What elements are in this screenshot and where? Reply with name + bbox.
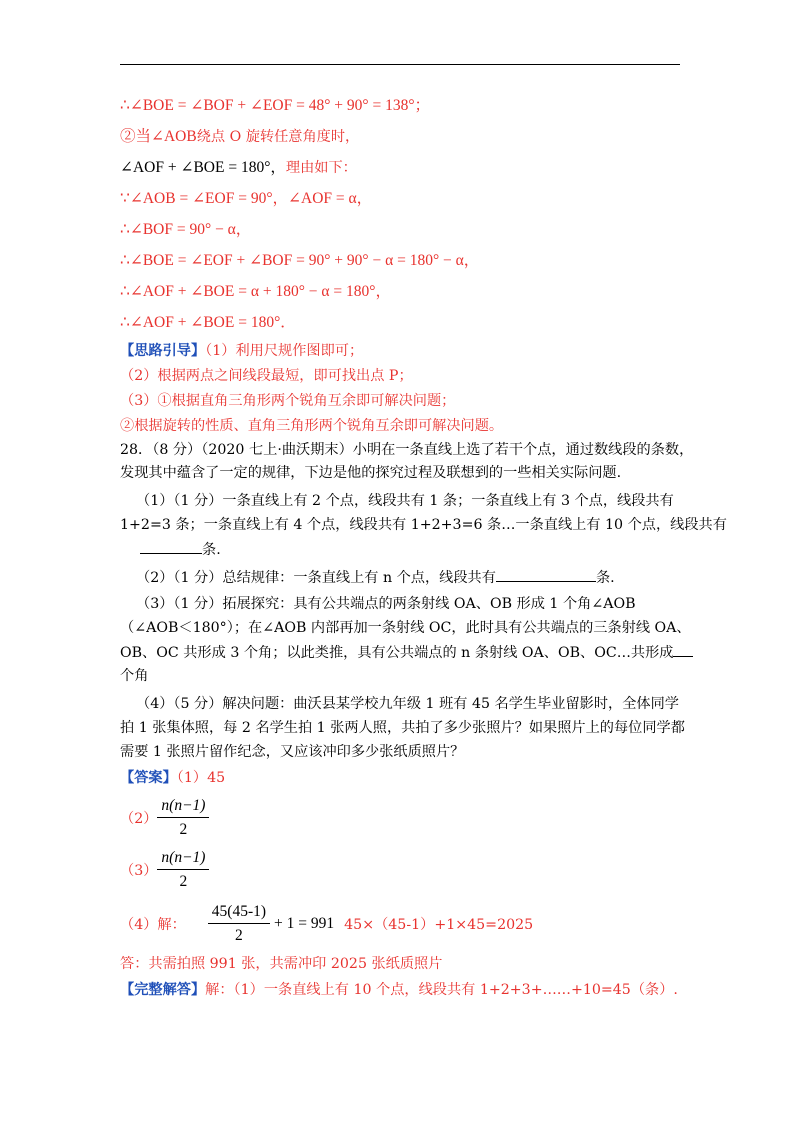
header-rule xyxy=(120,64,680,65)
part1-line-1: （1）（1 分）一条直线上有 2 个点，线段共有 1 条；一条直线上有 3 个点，线段共有 xyxy=(136,493,674,509)
answer-fraction-2 xyxy=(157,796,209,840)
full-solution-text: 解：（1）一条直线上有 10 个点，线段共有 1+2+3+……+10=45（条）. xyxy=(205,982,678,998)
proof-line-2-text: 绕点 O 旋转任意角度时， xyxy=(196,129,360,145)
answer-line-4 xyxy=(120,902,533,946)
part1-line-2: 1+2=3 条；一条直线上有 4 个点，线段共有 1+2+3=6 条…一条直线上有 10 个点，线段共有 xyxy=(120,517,727,533)
part3-text: OB、OC 共形成 3 个角；以此类推，具有公共端点的 n 条射线 OA、OB、OC…共形成 xyxy=(120,645,674,661)
fraction-denominator: 2 xyxy=(179,821,188,838)
proof-line-7: ∴∠AOF + ∠BOE = α + 180° − α = 180°， xyxy=(120,283,391,300)
proof-line-3-text: 理由如下： xyxy=(285,160,357,176)
part2-text: （2）（1 分）总结规律：一条直线上有 n 个点，线段共有 xyxy=(136,570,496,586)
guide-text-1: （1）利用尺规作图即可； xyxy=(205,343,364,359)
answer-blank-3[interactable] xyxy=(673,642,693,657)
proof-line-6: ∴∠BOE = ∠EOF + ∠BOF = 90° + 90° − α = 180° − α， xyxy=(120,252,480,269)
fraction-numerator-4: 45(45-1) xyxy=(208,902,270,924)
answer-line-1 xyxy=(120,768,225,788)
guide-line-4: ②根据旋转的性质、直角三角形两个锐角互余即可解决问题。 xyxy=(120,418,504,434)
guide-line-1 xyxy=(120,341,363,361)
proof-line-1: ∴∠BOE = ∠BOF + ∠EOF = 48° + 90° = 138°； xyxy=(120,97,431,114)
full-solution-line xyxy=(120,980,678,1000)
answer-4-equation: + 1 = 991 xyxy=(274,915,335,932)
question-line-2: 发现其中蕴含了一定的规律，下边是他的探究过程及联想到的一些相关实际问题. xyxy=(120,465,622,481)
full-solution-tag: 【完整解答】 xyxy=(120,982,206,998)
proof-line-3-math: ∠AOF + ∠BOE = 180°， xyxy=(120,159,286,176)
guide-line-2: （2）根据两点之间线段最短，即可找出点 P； xyxy=(120,368,413,384)
answer-4-extra: 45×（45-1）+1×45=2025 xyxy=(344,917,534,933)
answer-text-1: （1）45 xyxy=(176,770,226,786)
answer-label-4: （4）解： xyxy=(120,917,186,933)
part4-line-2: 拍 1 张集体照，每 2 名学生拍 1 张两人照，共拍了多少张照片？如果照片上的每位同学都 xyxy=(120,720,685,736)
question-line-1: 28．（8 分）（2020 七上·曲沃期末）小明在一条直线上选了若干个点，通过数线段的条数， xyxy=(120,442,694,458)
guide-tag: 【思路引导】 xyxy=(120,343,206,359)
proof-line-3 xyxy=(120,158,357,178)
fraction-denominator-4: 2 xyxy=(235,927,243,944)
fraction-numerator: n(n−1) xyxy=(157,848,209,870)
part2-tail: 条. xyxy=(595,570,615,586)
answer-blank-1[interactable] xyxy=(140,539,202,554)
part2-line xyxy=(136,567,615,588)
part1-line-3-text: 条. xyxy=(202,542,221,558)
proof-line-4: ∵∠AOB = ∠EOF = 90°，∠AOF = α， xyxy=(120,190,373,207)
answer-blank-2[interactable] xyxy=(496,567,596,582)
part3-line-1: （3）（1 分）拓展探究：具有公共端点的两条射线 OA、OB 形成 1 个角∠AOB xyxy=(136,596,636,612)
part3-line-4: 个角 xyxy=(120,668,149,684)
part4-line-1: （4）（5 分）解决问题：曲沃县某学校九年级 1 班有 45 名学生毕业留影时，全体同学 xyxy=(136,696,679,712)
guide-line-3: （3）①根据直角三角形两个锐角互余即可解决问题； xyxy=(120,393,456,409)
part3-line-2: （∠AOB＜180°）；在∠AOB 内部再加一条射线 OC，此时具有公共端点的三条射线 OA、 xyxy=(120,620,691,636)
answer-label-3: （3） xyxy=(120,863,158,879)
answer-line-3 xyxy=(120,848,209,892)
proof-line-2-math: ②当∠AOB xyxy=(120,128,197,145)
proof-line-2 xyxy=(120,127,359,147)
part4-line-3: 需要 1 张照片留作纪念，又应该冲印多少张纸质照片？ xyxy=(120,744,465,760)
answer-line-2 xyxy=(120,796,209,840)
fraction-numerator: n(n−1) xyxy=(157,796,209,818)
part1-line-3 xyxy=(140,539,221,560)
answer-fraction-3 xyxy=(157,848,209,892)
part3-line-3 xyxy=(120,642,693,663)
proof-line-5: ∴∠BOF = 90° − α， xyxy=(120,221,252,238)
answer-tag: 【答案】 xyxy=(120,770,177,786)
answer-fraction-4 xyxy=(208,902,270,946)
answer-label-2: （2） xyxy=(120,811,158,827)
proof-line-8: ∴∠AOF + ∠BOE = 180°． xyxy=(120,314,296,331)
fraction-denominator: 2 xyxy=(179,873,188,890)
answer-final: 答：共需拍照 991 张，共需冲印 2025 张纸质照片 xyxy=(120,956,443,972)
